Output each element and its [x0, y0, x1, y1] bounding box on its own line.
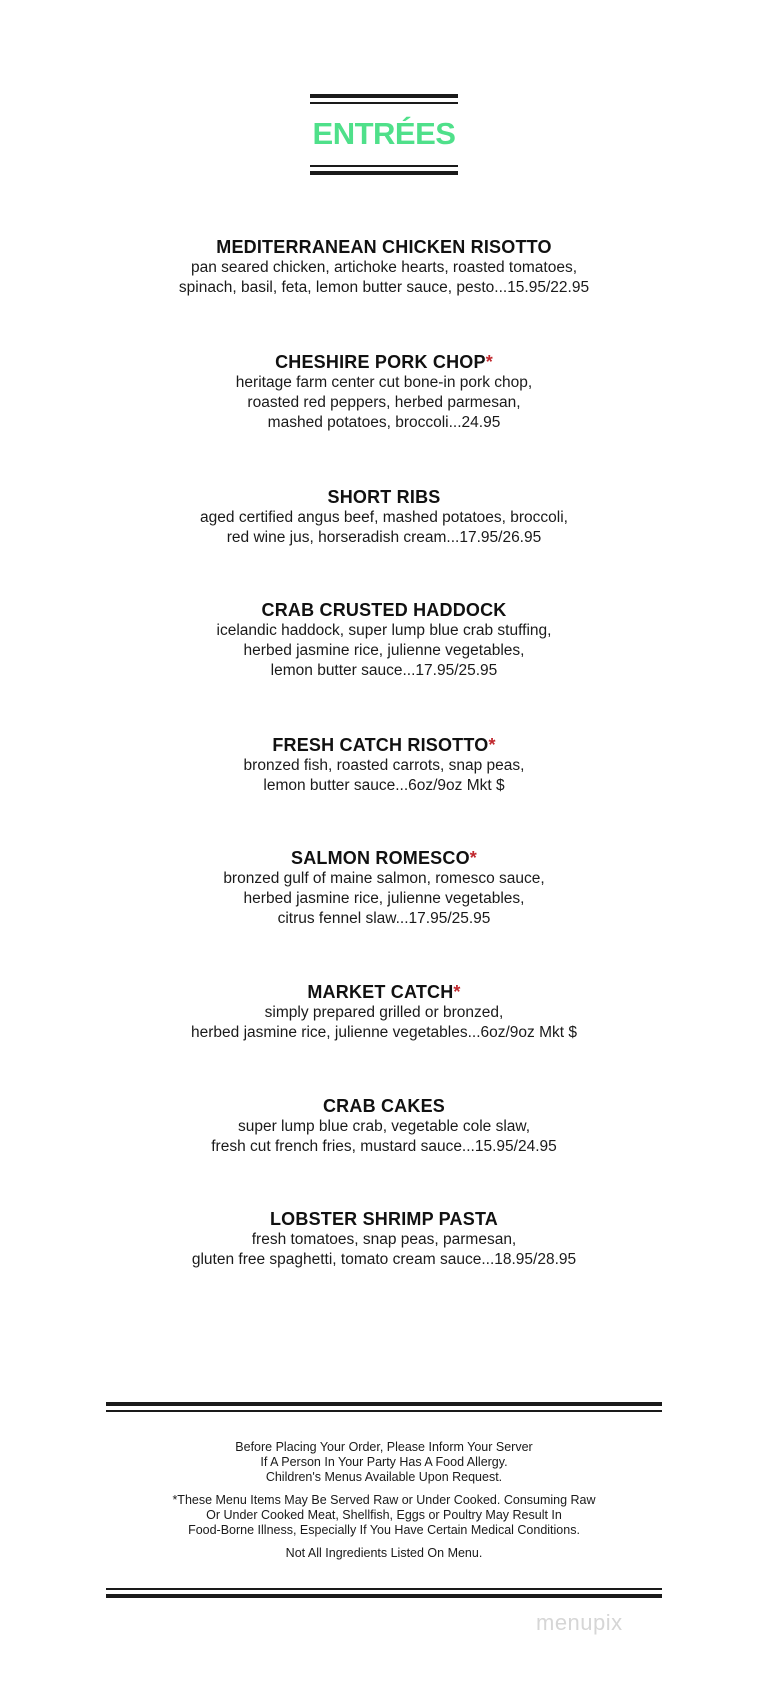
allergy-notice: Before Placing Your Order, Please Inform Your Server If A Person In Your Party Has A Food Allergy. Children's Menus Available Upon Request.	[235, 1440, 533, 1484]
item-name: SALMON ROMESCO*	[290, 848, 478, 868]
item-description-line: herbed jasmine rice, julienne vegetables...6oz/9oz Mkt $	[191, 1024, 577, 1041]
footer-notice	[106, 1440, 662, 1569]
menu-item-mediterranean-chicken-risotto	[0, 236, 768, 298]
item-description-line: aged certified angus beef, mashed potatoes, broccoli,	[200, 509, 568, 526]
raw-food-warning: *These Menu Items May Be Served Raw or Under Cooked. Consuming Raw Or Under Cooked Meat, Shellfish, Eggs or Poultry May Result In Food-Borne Illness, Especially If You Have Certain Medical Conditions.	[172, 1493, 596, 1537]
item-name: FRESH CATCH RISOTTO*	[272, 735, 496, 755]
footer-bottom-rule	[106, 1588, 662, 1598]
menu-item-short-ribs	[0, 486, 768, 548]
item-description-line: fresh cut french fries, mustard sauce...15.95/24.95	[211, 1138, 557, 1155]
item-name: LOBSTER SHRIMP PASTA	[269, 1209, 498, 1229]
title-block	[310, 94, 458, 175]
footer-top-rule	[106, 1402, 662, 1412]
item-description-line: icelandic haddock, super lump blue crab stuffing,	[216, 622, 552, 639]
menu-item-fresh-catch-risotto	[0, 734, 768, 796]
menu-item-market-catch	[0, 981, 768, 1043]
raw-item-star: *	[453, 982, 461, 1002]
item-name: SHORT RIBS	[327, 487, 441, 507]
item-description-line: gluten free spaghetti, tomato cream sauce...18.95/28.95	[191, 1251, 577, 1268]
item-description-line: fresh tomatoes, snap peas, parmesan,	[251, 1231, 517, 1248]
item-description-line: citrus fennel slaw...17.95/25.95	[277, 910, 491, 927]
item-description-line: spinach, basil, feta, lemon butter sauce, pesto...15.95/22.95	[178, 279, 590, 296]
item-description-line: herbed jasmine rice, julienne vegetables,	[243, 890, 525, 907]
title-bottom-rule	[310, 165, 458, 175]
raw-item-star: *	[485, 352, 493, 372]
item-description-line: mashed potatoes, broccoli...24.95	[267, 414, 501, 431]
menu-item-lobster-shrimp-pasta	[0, 1208, 768, 1270]
item-description-line: red wine jus, horseradish cream...17.95/26.95	[226, 529, 542, 546]
item-description-line: roasted red peppers, herbed parmesan,	[247, 394, 521, 411]
item-name: CHESHIRE PORK CHOP*	[275, 352, 493, 372]
item-description-line: heritage farm center cut bone-in pork chop,	[235, 374, 533, 391]
menu-item-crab-cakes	[0, 1095, 768, 1157]
item-description-line: super lump blue crab, vegetable cole slaw,	[237, 1118, 531, 1135]
ingredients-notice: Not All Ingredients Listed On Menu.	[285, 1546, 483, 1560]
menu-item-crab-crusted-haddock	[0, 599, 768, 681]
raw-item-star: *	[469, 848, 478, 868]
title-top-rule	[310, 94, 458, 104]
item-description-line: bronzed gulf of maine salmon, romesco sauce,	[223, 870, 545, 887]
item-description-line: lemon butter sauce...6oz/9oz Mkt $	[263, 777, 505, 794]
page-title: ENTRÉES	[312, 116, 456, 151]
item-name: MEDITERRANEAN CHICKEN RISOTTO	[216, 237, 552, 257]
item-description-line: lemon butter sauce...17.95/25.95	[270, 662, 498, 679]
item-description-line: pan seared chicken, artichoke hearts, roasted tomatoes,	[191, 259, 577, 276]
item-name: MARKET CATCH*	[307, 982, 461, 1002]
raw-item-star: *	[488, 735, 496, 755]
item-name: CRAB CAKES	[322, 1096, 445, 1116]
item-description-line: herbed jasmine rice, julienne vegetables,	[243, 642, 525, 659]
item-description-line: simply prepared grilled or bronzed,	[264, 1004, 504, 1021]
menu-item-cheshire-pork-chop	[0, 351, 768, 433]
watermark: menupix	[536, 1610, 623, 1635]
item-description-line: bronzed fish, roasted carrots, snap peas,	[243, 757, 525, 774]
item-name: CRAB CRUSTED HADDOCK	[261, 600, 507, 620]
menu-item-salmon-romesco	[0, 847, 768, 929]
